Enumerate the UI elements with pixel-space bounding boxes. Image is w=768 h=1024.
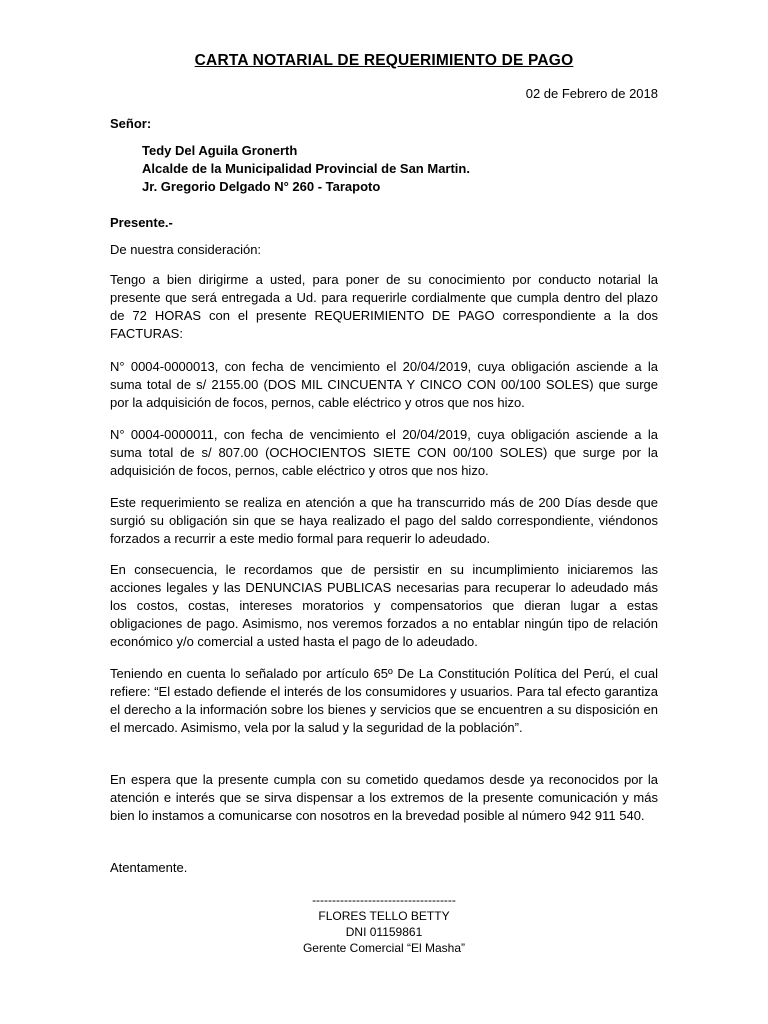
paragraph-invoice-11: N° 0004-0000011, con fecha de vencimiento el 20/04/2019, cuya obligación asciende a la suma total de s/ 807.00 (OCHOCIENTOS SIETE CON 00/100 SOLES) que surge por la adquisición de focos, pernos, cable eléctrico y otros que nos hizo. xyxy=(110,427,658,478)
paragraph-elapsed: Este requerimiento se realiza en atención a que ha transcurrido más de 200 Días desde que surgió su obligación sin que se haya realizado el pago del saldo correspondiente, viéndonos forzados a recurrir a este medio formal para requerir lo adeudado. xyxy=(110,495,658,546)
recipient-address: Jr. Gregorio Delgado N° 260 - Tarapoto xyxy=(142,179,381,194)
paragraph-consequence: En consecuencia, le recordamos que de persistir en su incumplimiento iniciaremos las acciones legales y las DENUNCIAS PUBLICAS necesarias para recuperar lo adeudado más los costos, costas, intereses moratorios y compensatorios que dieran lugar a estas obligaciones de pago. Asimismo, nos veremos forzados a no entablar ningún tipo de relación económico y/o comercial a usted hasta el pago de lo adeudado. xyxy=(110,562,658,649)
signature-line: ------------------------------------ xyxy=(312,893,456,907)
paragraph-invoice-13: N° 0004-0000013, con fecha de vencimiento el 20/04/2019, cuya obligación asciende a la suma total de s/ 2155.00 (DOS MIL CINCUENTA Y CINCO CON 00/100 SOLES) que surge por la adquisición de focos, pernos, cable eléctrico y otros que nos hizo. xyxy=(110,359,658,410)
signature-block xyxy=(234,892,534,956)
recipient-name: Tedy Del Aguila Gronerth xyxy=(142,143,298,158)
paragraph-closing-request: En espera que la presente cumpla con su cometido quedamos desde ya reconocidos por la atención e interés que se sirva dispensar a los extremos de la presente comunicación y más bien lo instamos a comunicarse con nosotros en la brevedad posible al número 942 911 540. xyxy=(110,772,658,823)
presente-line: Presente.- xyxy=(110,215,173,230)
recipient-position: Alcalde de la Municipalidad Provincial de San Martin. xyxy=(142,161,470,176)
closing: Atentamente. xyxy=(110,860,188,875)
recipient-block xyxy=(142,142,662,196)
signature-name: FLORES TELLO BETTY xyxy=(318,909,450,923)
signature-role: Gerente Comercial “El Masha” xyxy=(302,941,466,955)
paragraph-request: Tengo a bien dirigirme a usted, para poner de su conocimiento por conducto notarial la presente que será entregada a Ud. para requerirle cordialmente que cumpla dentro del plazo de 72 HORAS con el presente REQUERIMIENTO DE PAGO correspondiente a la dos FACTURAS: xyxy=(110,272,658,341)
letter-date: 02 de Febrero de 2018 xyxy=(525,86,658,101)
greeting: De nuestra consideración: xyxy=(110,242,262,257)
salutation: Señor: xyxy=(110,116,152,131)
signature-dni: DNI 01159861 xyxy=(345,925,423,939)
letter-title: CARTA NOTARIAL DE REQUERIMIENTO DE PAGO xyxy=(194,52,574,69)
paragraph-constitution: Teniendo en cuenta lo señalado por artículo 65º De La Constitución Política del Perú, el cual refiere: “El estado defiende el interés de los consumidores y usuarios. Para tal efecto garantiza el derecho a la información sobre los bienes y servicios que se encuentren a su disposición en el mercado. Asimismo, vela por la salud y la seguridad de la población”. xyxy=(110,666,658,735)
